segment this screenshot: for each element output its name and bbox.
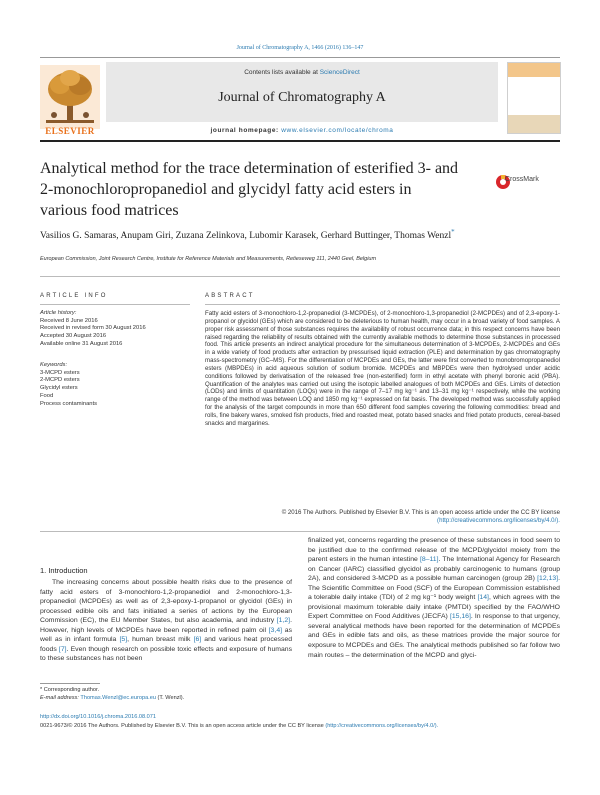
body-text-run: . However, high levels of MCPDEs have been reported in refined palm oil [40,617,292,634]
issn-license-line [40,723,560,729]
body-text-run: , human breast milk [127,636,194,644]
article-history-label: Article history: [40,310,77,316]
history-revised: Received in revised form 30 August 2016 [40,325,146,332]
elsevier-tree-logo [40,62,100,132]
history-accepted: Accepted 30 August 2016 [40,333,107,340]
author-email-link[interactable]: Thomas.Wenzl@ec.europa.eu [80,695,156,701]
abstract-divider [205,304,560,305]
keyword-item: 2-MCPD esters [40,377,80,384]
crossmark-label[interactable]: CrossMark [505,176,539,183]
contents-line [106,69,498,76]
footer-license-link[interactable]: (http://creativecommons.org/licenses/by/4.0/). [325,723,439,729]
email-suffix: (T. Wenzl). [155,695,185,701]
keyword-item: Process contaminants [40,400,98,407]
footnote-divider [40,683,100,684]
article-info-heading: ARTICLE INFO [40,293,108,299]
email-label: E-mail address: [40,695,81,701]
authors-text: Vasilios G. Samaras, Anupam Giri, Zuzana Zelinkova, Lubomir Karasek, Gerhard Buttinger, Thomas Wenzl [40,231,452,242]
citation-link[interactable]: [3,4] [268,626,283,634]
citation-link[interactable]: [15,16] [449,613,471,621]
affiliation: European Commission, Joint Research Centre, Institute for Reference Materials and Measurements, Retieseweg 111, 2440 Geel, Belgium [40,256,377,262]
body-right-column [308,536,560,660]
keyword-item: Food [40,392,54,399]
citation-link[interactable]: [12,13] [537,575,559,583]
journal-citation-link[interactable]: Journal of Chromatography A, 1466 (2016) 136–147 [236,45,364,51]
journal-cover-thumbnail [507,62,561,134]
article-title: Analytical method for the trace determination of esterified 3- and 2-monochloropropanediol and glycidyl fatty acid esters in various food matrices [40,160,459,219]
keywords [40,362,190,408]
copyright-text: © 2016 The Authors. Published by Elsevier B.V. This is an open access article under the CC BY license [281,509,560,516]
abstract-copyright [205,509,560,525]
body-text-run: . Even though research on possible toxic effects and exposure of humans to these substances has not been [40,645,292,663]
history-received: Received 8 June 2016 [40,317,98,324]
contents-prefix: Contents lists available at [244,69,320,76]
corresponding-footnote [40,686,292,702]
body-text-run: and various heat processed foods [40,636,292,653]
body-text-run: . In response to that urgency, several analytical methods have been reported for the determination of MCPDEs and GEs in edible fats and oils, as these matrices provide the major source for exposure to MCPDEs and GEs. The analytical methods published so far follow two main routes – the determination of the MCPD and glyci- [308,613,561,659]
issn-text: 0021-9673/© 2016 The Authors. Published by Elsevier B.V. This is an open access article under the CC BY license [40,723,326,729]
citation-link[interactable]: [8–11] [419,556,439,564]
doi-link[interactable]: http://dx.doi.org/10.1016/j.chroma.2016.08.071 [40,714,156,720]
homepage-prefix: journal homepage: [210,127,282,134]
affiliation-divider [40,276,560,277]
keywords-label: Keywords: [40,362,68,368]
body-text-run: , which agrees with the provisional maximum tolerable daily intake (PMTDI) specified by the FAO/WHO Expert Committee on Food Additives (JECFA) [308,594,560,621]
introduction-heading: 1. Introduction [40,566,88,575]
journal-title: Journal of Chromatography A [218,90,386,105]
article-history [40,310,190,349]
cover-band [508,63,560,77]
abstract-heading: ABSTRACT [205,293,255,299]
journal-homepage-link[interactable]: www.elsevier.com/locate/chroma [281,127,394,134]
cover-footer [508,115,560,133]
citation-link[interactable]: [14] [477,594,489,602]
citation-link[interactable]: [1,2] [276,617,291,625]
journal-homepage-line [106,127,498,134]
article-info-divider [40,304,190,305]
author-list [40,224,500,244]
masthead-divider [40,140,560,142]
keyword-item: 3-MCPD esters [40,369,80,376]
abstract-text: Fatty acid esters of 3-monochloro-1,2-propanediol (3-MCPDEs), of 2-monochloro-1,3-propanediol (2-MCPDEs) and of 2,3-epoxy-1-propanol or glycidol (GEs) which are considered to be deleterious to human health, may occur in a broad variety of food samples. A proper risk assessment of those substances requires the availability of robust occurrence data; in this respect concerns have been raised regarding the reliability of results obtained with the currently available methods to determine those substances in processed food. This article presents an indirect analytical procedure for the simultaneous determination of 3-MCPDEs, 2-MCPDEs and GEs in a wide variety of food products after extraction by pressurised liquid extraction (PLE) and determination by gas chromatography mass-spectrometry (GC–MS). For the differentiation of MCPDEs and GEs, the latter were first converted to monobromopropanediol esters (MBPDEs) in acid aqueous solution of sodium bromide. MCPDEs and MBPDEs were then hydrolysed under acidic conditions followed by derivatisation of the released free (non-esterified) form in ethyl acetate with phenyl boronic acid (PBA). Quantification of the analytes was carried out using the isotopic labelled analogues of both MCPDEs and GEs. Limits of detection (LODs) and limits of quantitation (LOQs) were in the range of 7–17 mg kg⁻¹ and 13–31 mg kg⁻¹ respectively, while the working range of the method was between LOQ and 1850 mg kg⁻¹ expressed on fat basis. The developed method was successfully applied for the analysis of the target compounds in more than 650 different food samples covering the following commodities: bread and rolls, fine bakery wares, smoked fish products, fried and roasted meat, potato based snacks and fried potato products, cereal-based snacks and margarines. [205,310,560,427]
header-divider [40,57,560,58]
body-text-run: finalized yet, concerns regarding the presence of these substances in food seem to be justified due to the confirmed release of the MCPD/glycidol moiety from the parent esters in the human intestine [308,537,560,564]
keyword-item: Glycidyl esters [40,385,78,392]
corresponding-author-mark[interactable]: * [451,228,455,236]
abstract-bottom-divider [40,531,560,532]
citation-link[interactable]: [6] [193,636,202,644]
body-text-run: . The International Agency for Research on Cancer (IARC) classified glycidol as probably carcinogenic to humans (group 2A), and considered 3-MCPD as a possible human carcinogen (group 2B) [308,556,560,583]
body-text-run: The increasing concerns about possible health risks due to the presence of fatty acid esters of 3-monochloro-1,2-propanediol and 2-monochloro-1,3-propanediol (MCPDEs) as well as of 2,3-epoxy-1-propanol or glycidol (GEs) in processed edible oils and fats initiated a series of actions by the European Commission (EC), the EU Member States, but also academia, and industry [40,579,292,625]
corresponding-label: * Corresponding author. [40,687,100,693]
cover-body [508,79,560,113]
body-text-run: . The Scientific Committee on Food (SCF) of the European Commission established a tolerable daily intake (TDI) of 2 mg kg⁻¹ body weight [308,575,560,602]
sciencedirect-link[interactable]: ScienceDirect [319,69,360,76]
citation-link[interactable]: [5] [119,636,128,644]
citation-link[interactable]: [7] [58,645,67,653]
license-link[interactable]: (http://creativecommons.org/licenses/by/4.0/). [437,516,560,524]
body-left-column [40,578,292,664]
history-online: Available online 31 August 2016 [40,340,123,347]
publisher-logo-text: ELSEVIER [45,126,95,136]
body-text-run: as well as in infant formula [40,626,292,644]
